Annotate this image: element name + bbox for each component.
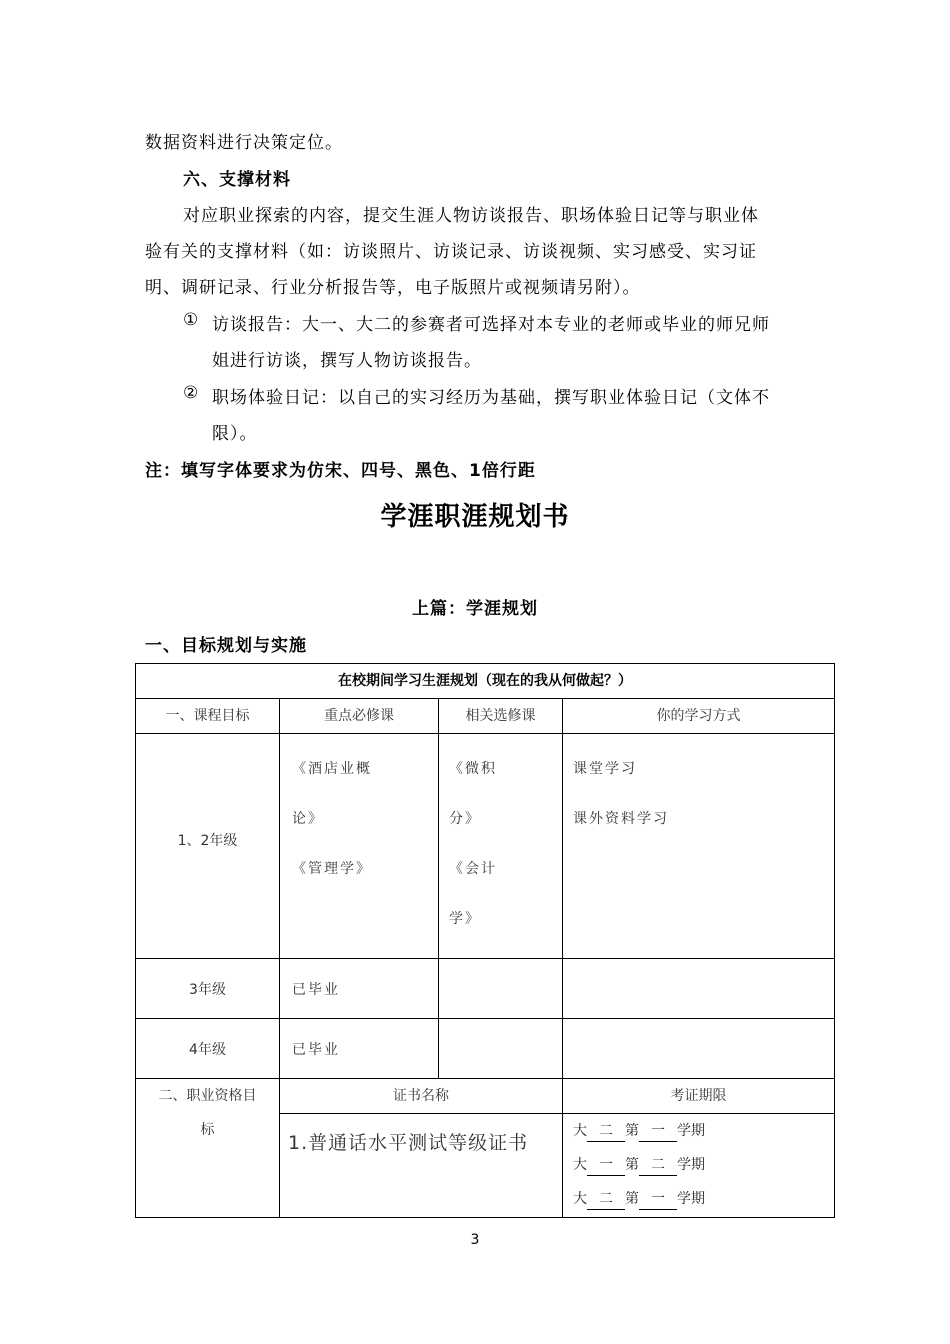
cert-goal-label-line: 二、职业资格目 <box>158 1088 257 1104</box>
study-methods <box>563 734 835 959</box>
course-line: 《酒店业概 <box>292 761 372 777</box>
term-mid: 第 <box>625 1123 639 1139</box>
term-mid: 第 <box>625 1191 639 1207</box>
term-year: 二 <box>587 1189 625 1210</box>
cert-goal-label-line: 标 <box>200 1122 215 1138</box>
term-post: 学期 <box>677 1157 705 1173</box>
item-line: 职场体验日记：以自己的实习经历为基础，撰写职业体验日记（文体不 <box>212 388 770 408</box>
year4-method <box>563 1019 835 1079</box>
course-line: 《微积 <box>449 761 497 777</box>
page-number: 3 <box>470 1232 480 1248</box>
section6-heading: 六、支撑材料 <box>183 170 291 190</box>
course-line: 《管理学》 <box>292 861 372 877</box>
course-line: 学》 <box>449 911 481 927</box>
header-course-goal: 一、课程目标 <box>136 699 280 734</box>
term-sem: 一 <box>639 1121 677 1142</box>
row-label-year3: 3年级 <box>136 959 280 1019</box>
term-pre: 大 <box>573 1123 587 1139</box>
elective-courses <box>439 734 563 959</box>
table-caption: 在校期间学习生涯规划（现在的我从何做起？） <box>136 664 835 699</box>
term-pre: 大 <box>573 1191 587 1207</box>
method-line: 课堂学习 <box>573 761 637 777</box>
term-line <box>563 1148 834 1182</box>
cert-goal-label <box>136 1079 280 1218</box>
course-line: 分》 <box>449 811 481 827</box>
section6-body-line: 验有关的支撑材料（如：访谈照片、访谈记录、访谈视频、实习感受、实习证 <box>145 242 757 262</box>
term-post: 学期 <box>677 1191 705 1207</box>
term-sem: 二 <box>639 1155 677 1176</box>
paragraph-tail: 数据资料进行决策定位。 <box>145 133 343 153</box>
method-line: 课外资料学习 <box>573 811 669 827</box>
term-year: 二 <box>587 1121 625 1142</box>
term-sem: 一 <box>639 1189 677 1210</box>
item-marker: ② <box>183 383 200 403</box>
term-year: 一 <box>587 1155 625 1176</box>
term-line <box>563 1182 834 1216</box>
item-marker: ① <box>183 310 200 330</box>
required-courses <box>280 734 439 959</box>
year4-required: 已毕业 <box>280 1019 439 1079</box>
row-label-year4: 4年级 <box>136 1019 280 1079</box>
year3-elective <box>439 959 563 1019</box>
header-cert-term: 考证期限 <box>563 1079 835 1114</box>
term-mid: 第 <box>625 1157 639 1173</box>
cert-name: 1.普通话水平测试等级证书 <box>280 1114 563 1218</box>
term-pre: 大 <box>573 1157 587 1173</box>
term-line <box>563 1114 834 1148</box>
cert-terms <box>563 1114 835 1218</box>
item-line: 限）。 <box>212 424 258 444</box>
header-cert-name: 证书名称 <box>280 1079 563 1114</box>
item-line: 访谈报告：大一、大二的参赛者可选择对本专业的老师或毕业的师兄师 <box>212 315 770 335</box>
part-title: 上篇：学涯规划 <box>412 599 538 619</box>
course-line: 《会计 <box>449 861 497 877</box>
course-line: 论》 <box>292 811 324 827</box>
section6-body-line: 对应职业探索的内容，提交生涯人物访谈报告、职场体验日记等与职业体 <box>183 206 759 226</box>
header-elective: 相关选修课 <box>439 699 563 734</box>
document-title: 学涯职涯规划书 <box>380 502 570 532</box>
item-line: 姐进行访谈，撰写人物访谈报告。 <box>212 351 482 371</box>
year3-required: 已毕业 <box>280 959 439 1019</box>
row-label-year12: 1、2年级 <box>136 734 280 959</box>
year4-elective <box>439 1019 563 1079</box>
section6-body-line: 明、调研记录、行业分析报告等，电子版照片或视频请另附）。 <box>145 278 641 298</box>
format-note: 注：填写字体要求为仿宋、四号、黑色、1倍行距 <box>145 461 536 481</box>
study-plan-table <box>135 663 835 1218</box>
header-required: 重点必修课 <box>280 699 439 734</box>
term-post: 学期 <box>677 1123 705 1139</box>
header-method: 你的学习方式 <box>563 699 835 734</box>
section1-heading: 一、目标规划与实施 <box>145 636 307 656</box>
year3-method <box>563 959 835 1019</box>
